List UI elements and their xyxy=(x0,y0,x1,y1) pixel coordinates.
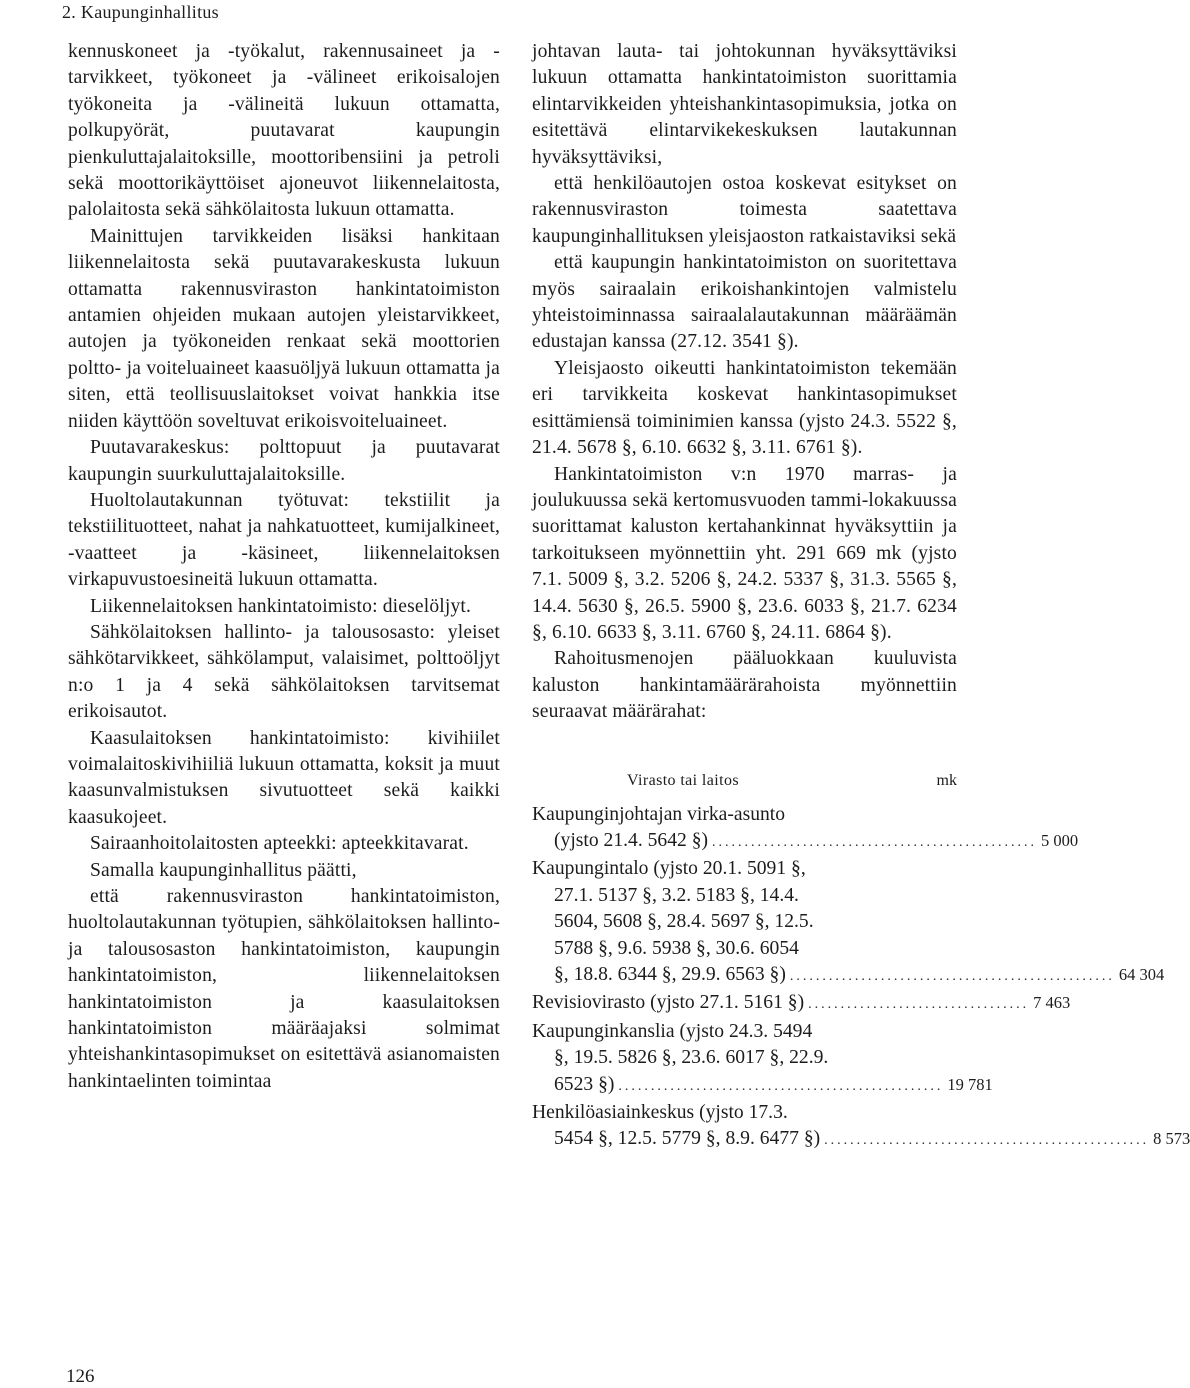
office-text: (yjsto 21.4. 5642 §) xyxy=(554,829,709,851)
page-number: 126 xyxy=(66,1366,95,1387)
table-row xyxy=(532,1100,1190,1155)
leader-dots: .................................................. xyxy=(789,969,1115,984)
table-row xyxy=(532,802,1079,857)
appropriation-table xyxy=(532,802,1190,1155)
office-text: 27.1. 5137 §, 3.2. 5183 §, 14.4. xyxy=(554,884,799,906)
paragraph: Yleisjaosto oikeutti hankintatoimiston tekemään eri tarvikkeita koskevat hankintasopimukset esittämiensä toiminimien kanssa (yjsto 24.3. 5522 §, 21.4. 5678 §, 6.10. 6632 §, 3.11. 6761 §). xyxy=(532,357,957,459)
running-header: 2. Kaupunginhallitus xyxy=(62,2,219,22)
office-text: §, 19.5. 5826 §, 23.6. 6017 §, 22.9. xyxy=(554,1047,829,1069)
paragraph: Puutavarakeskus: polttopuut ja puutavarat kaupungin suurkuluttajalaitoksille. xyxy=(68,437,500,485)
office-text: Kaupunginjohtajan virka-asunto xyxy=(532,803,786,825)
office-text: 5788 §, 9.6. 5938 §, 30.6. 6054 xyxy=(554,937,799,959)
table-row xyxy=(532,990,1071,1018)
right-paragraphs xyxy=(532,39,957,726)
paragraph: että henkilöautojen ostoa koskevat esitykset on rakennusviraston toimesta saatettava kaupunginhallituksen yleisjaoston ratkaistaviksi sekä xyxy=(532,173,957,247)
office-text: Kaupunginkanslia (yjsto 24.3. 5494 xyxy=(532,1020,813,1042)
leader-dots: .................................................. xyxy=(618,1078,944,1094)
paragraph: Hankintatoimiston v:n 1970 marras- ja joulukuussa sekä kertomusvuoden tammi-lokakuussa suorittamat kaluston kertahankinnat hyväksyttiin ja tarkoitukseen myönnettiin yht. 291 669 mk (yjsto 7.1. 5009 §, 3.2. 5206 §, 24.2. 5337 §, 31.3. 5565 §, 14.4. 5630 §, 26.5. 5900 §, 23.6. 6033 §, 21.7. 6234 §, 6.10. 6633 §, 3.11. 6760 §, 24.11. 6864 §). xyxy=(532,463,957,643)
header-office: Virasto tai laitos xyxy=(627,771,739,789)
amount: 19 781 xyxy=(947,1074,993,1094)
leader-dots: .................................................. xyxy=(824,1133,1150,1149)
paragraph: Samalla kaupunginhallitus päätti, xyxy=(90,859,357,881)
paragraph: että kaupungin hankintatoimiston on suoritettava myös sairaalain erikoishankintojen valmistelu yhteistoiminnassa sairaalalautakunnan määräämän edustajan kanssa (27.12. 3541 §). xyxy=(532,252,957,353)
paragraph: Sähkölaitoksen hallinto- ja talousosasto: yleiset sähkötarvikkeet, sähkölamput, valaisimet, polttoöljyt n:o 1 ja 4 sekä sähkölaitoksen tarvitsemat erikoisautot. xyxy=(68,621,500,723)
appropriation-table-header xyxy=(532,772,957,790)
office-text: 6523 §) xyxy=(554,1073,615,1095)
paragraph: Mainittujen tarvikkeiden lisäksi hankitaan liikennelaitosta sekä puutavarakeskusta lukuun ottamatta rakennusviraston hankintatoimiston antamien ohjeiden mukaan autojen yleistarvikkeet, autojen ja työkoneiden renkaat sekä moottorien poltto- ja voiteluaineet kaasuöljyä lukuun ottamatta ja siten, että teollisuuslaitokset voivat hankkia itse niiden käyttöön soveltuvat erikoisvoiteluaineet. xyxy=(68,225,500,432)
office-text: 5604, 5608 §, 28.4. 5697 §, 12.5. xyxy=(554,911,814,933)
paragraph: johtavan lauta- tai johtokunnan hyväksyttäviksi lukuun ottamatta hankintatoimiston suorittamia elintarvikkeiden yhteishankintasopimuksia, jotka on esitettävä elintarvikekeskuksen lautakunnan hyväksyttäviksi, xyxy=(532,41,957,168)
header-unit: mk xyxy=(936,771,957,789)
leader-dots: .................................................. xyxy=(712,834,1038,850)
right-column xyxy=(532,39,1190,1155)
paragraph: Kaasulaitoksen hankintatoimisto: kivihiilet voimalaitoskivihiiliä lukuun ottamatta, koksit ja muut kaasunvalmistuksen sivutuotteet sekä kaikki kaasukojeet. xyxy=(68,727,500,828)
amount: 64 304 xyxy=(1118,965,1165,984)
paragraph: Huoltolautakunnan työtuvat: tekstiilit ja tekstiilituotteet, nahat ja nahkatuotteet, kumijalkineet, -vaatteet ja -käsineet, liikennelaitoksen virkapuvustoesineitä lukuun ottamatta. xyxy=(68,489,500,591)
leader-dots: .................................. xyxy=(808,997,1030,1013)
office-text: Revisiovirasto (yjsto 27.1. 5161 §) xyxy=(532,992,805,1014)
left-column xyxy=(68,39,500,1095)
table-row xyxy=(532,1019,993,1100)
office-text: 5454 §, 12.5. 5779 §, 8.9. 6477 §) xyxy=(554,1128,821,1150)
paragraph: Sairaanhoitolaitosten apteekki: apteekkitavarat. xyxy=(90,833,469,855)
amount: 7 463 xyxy=(1033,993,1071,1013)
amount: 8 573 xyxy=(1153,1129,1190,1149)
amount: 5 000 xyxy=(1041,830,1079,850)
office-text: Henkilöasiainkeskus (yjsto 17.3. xyxy=(532,1102,788,1124)
office-text: §, 18.8. 6344 §, 29.9. 6563 §) xyxy=(554,964,786,985)
office-text: Kaupungintalo (yjsto 20.1. 5091 §, xyxy=(532,858,806,880)
paragraph: Rahoitusmenojen pääluokkaan kuuluvista kaluston hankintamäärärahoista myönnettiin seuraavat määrärahat: xyxy=(532,648,957,723)
paragraph: että rakennusviraston hankintatoimiston, huoltolautakunnan työtupien, sähkölaitoksen hallinto- ja talousosaston hankintatoimiston, kaupungin hankintatoimiston, liikennelaitoksen hankintatoimiston ja kaasulaitoksen hankintatoimiston määräajaksi solmimat yhteishankintasopimukset on esitettävä asianomaisten hankintaelinten toimintaa xyxy=(68,886,500,1092)
paragraph: Liikennelaitoksen hankintatoimisto: dieselöljyt. xyxy=(90,595,472,617)
table-row xyxy=(532,856,1165,990)
paragraph: kennuskoneet ja -työkalut, rakennusaineet ja -tarvikkeet, työkoneet ja -välineet erikoisalojen työkoneita ja -välineitä lukuun ottamatta, polkupyörät, puutavarat kaupungin pienkuluttajalaitoksille, moottoribensiini ja petroli sekä moottorikäyttöiset ajoneuvot liikennelaitosta, palolaitosta sekä sähkölaitosta lukuun ottamatta. xyxy=(68,41,500,221)
